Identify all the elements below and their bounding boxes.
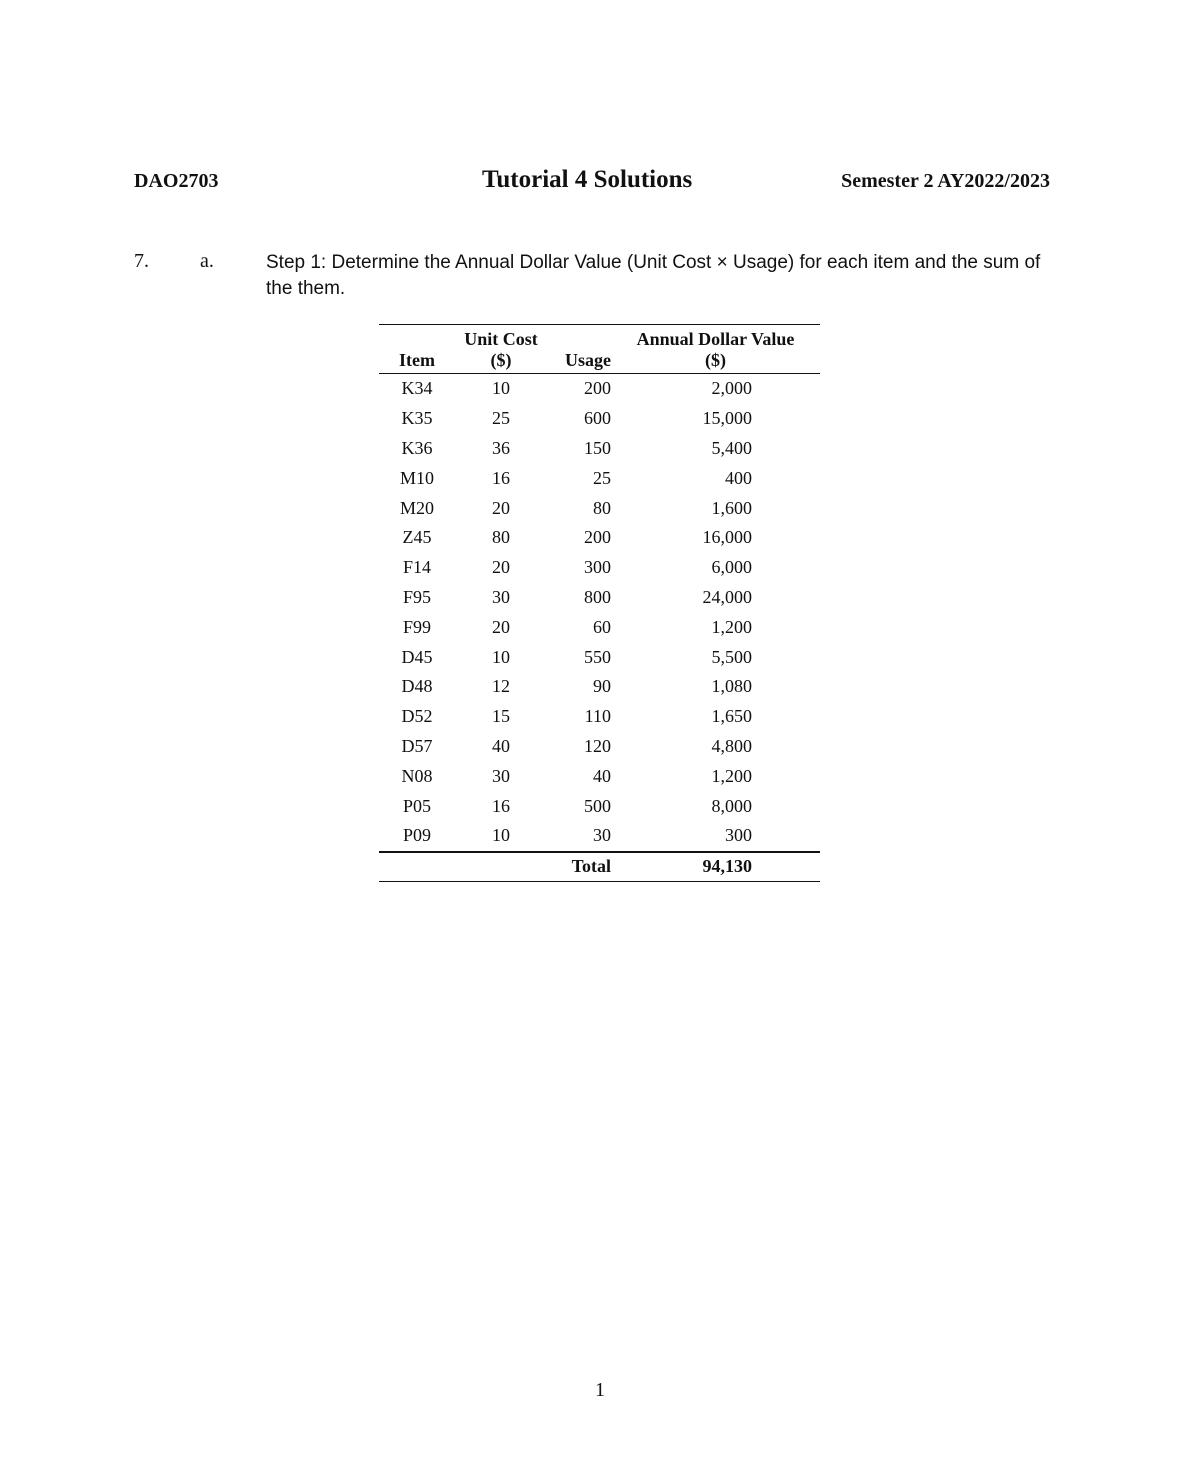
adv-cell: 16,000	[702, 527, 752, 548]
usage-cell: 550	[584, 646, 611, 667]
document-title: Tutorial 4 Solutions	[482, 166, 693, 193]
table-row	[379, 732, 820, 762]
usage-cell: 500	[584, 795, 611, 816]
unit-cost-cell: 30	[492, 586, 510, 607]
adv-cell: 4,800	[711, 735, 752, 756]
table-header-row-bottom	[379, 350, 820, 374]
course-code: DAO2703	[134, 170, 219, 192]
item-header: Item	[379, 350, 455, 374]
table-row	[379, 404, 820, 434]
item-cell: P05	[402, 795, 431, 816]
page-header	[134, 166, 1050, 200]
table-row	[379, 672, 820, 702]
table-row	[379, 434, 820, 464]
table-row	[379, 374, 820, 404]
unit-cost-cell: 10	[492, 378, 510, 399]
table-row	[379, 583, 820, 613]
adv-cell: 24,000	[702, 586, 752, 607]
unit-cost-cell: 25	[492, 408, 510, 429]
item-cell: K35	[401, 408, 433, 429]
usage-cell: 110	[584, 706, 611, 727]
usage-cell: 30	[593, 825, 611, 846]
table-row	[379, 553, 820, 583]
question-text: Step 1: Determine the Annual Dollar Value (Unit Cost × Usage) for each item and the sum of the them.	[266, 252, 1041, 299]
adv-cell: 5,500	[711, 646, 752, 667]
adv-cell: 1,600	[711, 497, 752, 518]
adv-cell: 1,650	[711, 706, 752, 727]
table-row	[379, 612, 820, 642]
annual-dollar-value-table	[379, 324, 820, 882]
adv-unit: ($)	[611, 350, 820, 374]
item-cell: K36	[401, 437, 433, 458]
item-cell: M10	[399, 467, 434, 488]
item-cell: Z45	[402, 527, 432, 548]
unit-cost-cell: 30	[492, 765, 510, 786]
adv-cell: 6,000	[711, 557, 752, 578]
usage-cell: 80	[593, 497, 611, 518]
total-label: Total	[547, 852, 611, 882]
usage-cell: 40	[593, 765, 611, 786]
usage-header: Usage	[547, 350, 611, 374]
unit-cost-unit: ($)	[455, 350, 547, 374]
unit-cost-cell: 36	[492, 437, 510, 458]
adv-cell: 1,080	[711, 676, 752, 697]
item-cell: K34	[401, 378, 433, 399]
unit-cost-cell: 12	[492, 676, 510, 697]
table-row	[379, 642, 820, 672]
unit-cost-header: Unit Cost	[455, 325, 547, 351]
unit-cost-cell: 80	[492, 527, 510, 548]
total-value: 94,130	[611, 852, 752, 882]
item-cell: P09	[402, 825, 431, 846]
table-row	[379, 761, 820, 791]
adv-cell: 1,200	[711, 616, 752, 637]
table-header-row-top	[379, 325, 820, 351]
unit-cost-cell: 20	[492, 557, 510, 578]
item-cell: N08	[401, 765, 433, 786]
usage-cell: 120	[584, 735, 611, 756]
page-number: 1	[595, 1379, 605, 1401]
item-cell: F99	[402, 616, 431, 637]
usage-cell: 60	[593, 616, 611, 637]
usage-cell: 800	[584, 586, 611, 607]
table-body	[379, 374, 820, 852]
unit-cost-cell: 20	[492, 497, 510, 518]
item-cell: D52	[401, 706, 433, 727]
table-row	[379, 702, 820, 732]
item-cell: M20	[399, 497, 434, 518]
total-row	[379, 852, 820, 882]
usage-cell: 300	[584, 557, 611, 578]
item-cell: D45	[401, 646, 433, 667]
table-row	[379, 821, 820, 852]
item-cell: F14	[402, 557, 431, 578]
adv-cell: 5,400	[711, 437, 752, 458]
usage-cell: 200	[584, 378, 611, 399]
table-row	[379, 493, 820, 523]
unit-cost-cell: 10	[492, 825, 510, 846]
adv-cell: 300	[725, 825, 752, 846]
item-cell: D48	[401, 676, 433, 697]
adv-cell: 400	[725, 467, 752, 488]
adv-cell: 2,000	[711, 378, 752, 399]
item-cell: D57	[401, 735, 433, 756]
table-row	[379, 463, 820, 493]
unit-cost-cell: 15	[492, 706, 510, 727]
usage-cell: 90	[593, 676, 611, 697]
adv-header: Annual Dollar Value	[611, 325, 820, 351]
unit-cost-cell: 10	[492, 646, 510, 667]
usage-cell: 600	[584, 408, 611, 429]
adv-cell: 15,000	[702, 408, 752, 429]
unit-cost-cell: 40	[492, 735, 510, 756]
question-part: a.	[200, 250, 214, 272]
item-cell: F95	[402, 586, 431, 607]
usage-cell: 150	[584, 437, 611, 458]
adv-cell: 1,200	[711, 765, 752, 786]
unit-cost-cell: 20	[492, 616, 510, 637]
unit-cost-cell: 16	[492, 795, 510, 816]
adv-cell: 8,000	[711, 795, 752, 816]
table-row	[379, 791, 820, 821]
semester-label: Semester 2 AY2022/2023	[841, 170, 1050, 192]
table-row	[379, 523, 820, 553]
usage-cell: 200	[584, 527, 611, 548]
question-number: 7.	[134, 250, 149, 272]
unit-cost-cell: 16	[492, 467, 510, 488]
usage-cell: 25	[593, 467, 611, 488]
